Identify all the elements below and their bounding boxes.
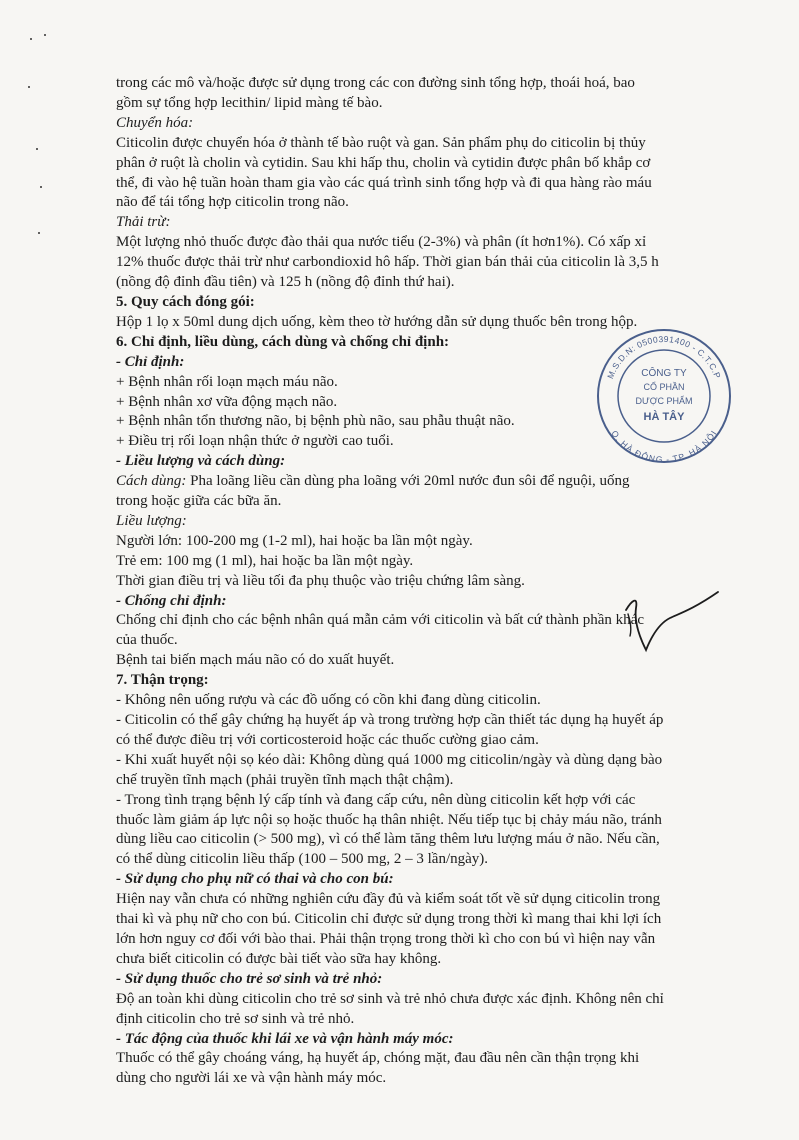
scan-speck [38, 232, 40, 234]
scan-speck [40, 186, 42, 188]
doc-line: - Không nên uống rượu và các đồ uống có cồn khi đang dùng citicolin. [116, 692, 541, 709]
doc-line: + Điều trị rối loạn nhận thức ở người cao tuổi. [116, 433, 394, 450]
doc-line: + Bệnh nhân rối loạn mạch máu não. [116, 373, 338, 390]
doc-line: chưa biết citicolin có được bài tiết vào sữa hay không. [116, 950, 442, 967]
doc-line: có thể được điều trị với corticosteroid hoặc các thuốc cường giao cảm. [116, 731, 539, 748]
doc-line: của thuốc. [116, 632, 178, 649]
doc-line: - Tác động của thuốc khi lái xe và vận hành máy móc: [116, 1030, 454, 1047]
doc-line: + Bệnh nhân tổn thương não, bị bệnh phù não, sau phẫu thuật não. [116, 413, 515, 430]
doc-line-label: Cách dùng: [116, 473, 187, 490]
doc-line: (nồng độ đỉnh đầu tiên) và 125 h (nồng độ đỉnh thứ hai). [116, 274, 455, 291]
doc-line: Thời gian điều trị và liều tối đa phụ thuộc vào triệu chứng lâm sàng. [116, 572, 525, 589]
doc-line: trong hoặc giữa các bữa ăn. [116, 493, 282, 510]
company-stamp [594, 326, 734, 466]
doc-line: thể, đi vào hệ tuần hoàn tham gia vào các quá trình sinh tổng hợp và đi qua hàng rào máu [116, 174, 652, 191]
doc-line: Thải trừ: [116, 214, 171, 231]
doc-line: dùng liều cao citicolin (> 500 mg), vì có thể làm tăng thêm lưu lượng máu ở não. Nếu cần, [116, 831, 660, 848]
doc-line: - Khi xuất huyết nội sọ kéo dài: Không dùng quá 1000 mg citicolin/ngày và dùng dạng bào [116, 751, 663, 768]
doc-line: Một lượng nhỏ thuốc được đào thải qua nước tiểu (2-3%) và phân (ít hơn1%). Có xấp xỉ [116, 234, 647, 251]
doc-line: Hiện nay vẫn chưa có những nghiên cứu đầy đủ và kiểm soát tốt về sử dụng citicolin trong [116, 891, 661, 908]
doc-line: lớn hơn nguy cơ đối với bào thai. Phải thận trọng trong thời kì cho con bú vì hiện nay vẫn [116, 930, 656, 947]
doc-line: Chuyển hóa: [116, 114, 194, 131]
stamp-ring-top: M.S.D.N: 0500391400 - C.T.C.P [605, 333, 723, 381]
stamp-line-3: DƯỢC PHẨM [635, 396, 693, 406]
doc-line: dùng cho người lái xe và vận hành máy móc. [116, 1070, 387, 1087]
scan-speck [30, 38, 32, 40]
doc-line: chế truyền tĩnh mạch (phải truyền tĩnh mạch thật chậm). [116, 771, 454, 788]
doc-line: Người lớn: 100-200 mg (1-2 ml), hai hoặc ba lần một ngày. [116, 532, 473, 549]
svg-text:Q. HÀ ĐÔNG - TP. HÀ NỘI [609, 429, 718, 465]
scan-speck [44, 34, 46, 36]
doc-line: - Citicolin có thể gây chứng hạ huyết áp và trong trường hợp cần thiết tác dụng hạ huyết áp [116, 712, 664, 728]
doc-line: - Sử dụng cho phụ nữ có thai và cho con bú: [116, 871, 394, 888]
scan-speck [36, 148, 38, 150]
doc-line: Liều lượng: [116, 512, 187, 529]
stamp-line-2: CỔ PHẦN [643, 382, 685, 392]
stamp-line-4: HÀ TÂY [643, 411, 685, 423]
doc-line: Thuốc có thể gây choáng váng, hạ huyết áp, chóng mặt, đau đầu nên cần thận trọng khi [116, 1050, 640, 1067]
doc-line: gồm sự tổng hợp lecithin/ lipid màng tế bào. [116, 94, 383, 111]
stamp-ring-bottom: Q. HÀ ĐÔNG - TP. HÀ NỘI [609, 428, 719, 465]
doc-line: 7. Thận trọng: [116, 672, 209, 689]
doc-line: định citicolin cho trẻ sơ sinh và trẻ nhỏ. [116, 1010, 355, 1027]
doc-line: 12% thuốc được thải trừ như carbondioxid hô hấp. Thời gian bán thải của citicolin là 3,5 h [116, 254, 659, 271]
doc-line: trong các mô và/hoặc được sử dụng trong các con đường sinh tổng hợp, thoái hoá, bao [116, 75, 635, 91]
scan-speck [28, 86, 30, 88]
doc-line [116, 472, 756, 492]
doc-line: phân ở ruột là cholin và cytidin. Sau khi hấp thu, cholin và cytidin được phân bố khắp cơ [116, 154, 651, 171]
doc-line: Bệnh tai biến mạch máu não có do xuất huyết. [116, 652, 395, 669]
doc-line: 5. Quy cách đóng gói: [116, 293, 255, 310]
doc-line: - Sử dụng thuốc cho trẻ sơ sinh và trẻ nhỏ: [116, 970, 383, 987]
doc-line: - Liều lượng và cách dùng: [116, 453, 286, 470]
doc-line: thuốc làm giảm áp lực nội sọ hoặc thuốc hạ thân nhiệt. Nếu tiếp tục bị chảy máu não, tránh [116, 811, 662, 828]
doc-line: thai kì và phụ nữ cho con bú. Citicolin chỉ được sử dụng trong thời kì mang thai khi lợi ích [116, 911, 662, 928]
doc-line: Chống chỉ định cho các bệnh nhân quá mẫn cảm với citicolin và bất cứ thành phần khác [116, 612, 644, 629]
doc-line: + Bệnh nhân xơ vữa động mạch não. [116, 393, 338, 410]
doc-line: - Chống chỉ định: [116, 592, 227, 609]
doc-line: - Trong tình trạng bệnh lý cấp tính và đang cấp cứu, nên dùng citicolin kết hợp với các [116, 791, 636, 808]
stamp-line-1: CÔNG TY [641, 368, 687, 379]
signature-mark [618, 580, 728, 670]
doc-line-text: Pha loãng liều cần dùng pha loãng với 20ml nước đun sôi để nguội, uống [186, 473, 630, 490]
doc-line: 6. Chỉ định, liều dùng, cách dùng và chống chỉ định: [116, 333, 450, 350]
doc-line: Trẻ em: 100 mg (1 ml), hai hoặc ba lần một ngày. [116, 552, 414, 569]
doc-line: - Chỉ định: [116, 353, 185, 370]
doc-line: Độ an toàn khi dùng citicolin cho trẻ sơ sinh và trẻ nhỏ chưa được xác định. Không nên chỉ [116, 990, 664, 1007]
doc-line: có thể dùng citicolin liều thấp (100 – 500 mg, 2 – 3 lần/ngày). [116, 851, 489, 868]
doc-line: Hộp 1 lọ x 50ml dung dịch uống, kèm theo tờ hướng dẫn sử dụng thuốc bên trong hộp. [116, 313, 638, 330]
doc-line: Citicolin được chuyển hóa ở thành tế bào ruột và gan. Sản phẩm phụ do citicolin bị thủy [116, 134, 646, 151]
doc-line: não để tái tổng hợp citicolin trong não. [116, 194, 349, 211]
